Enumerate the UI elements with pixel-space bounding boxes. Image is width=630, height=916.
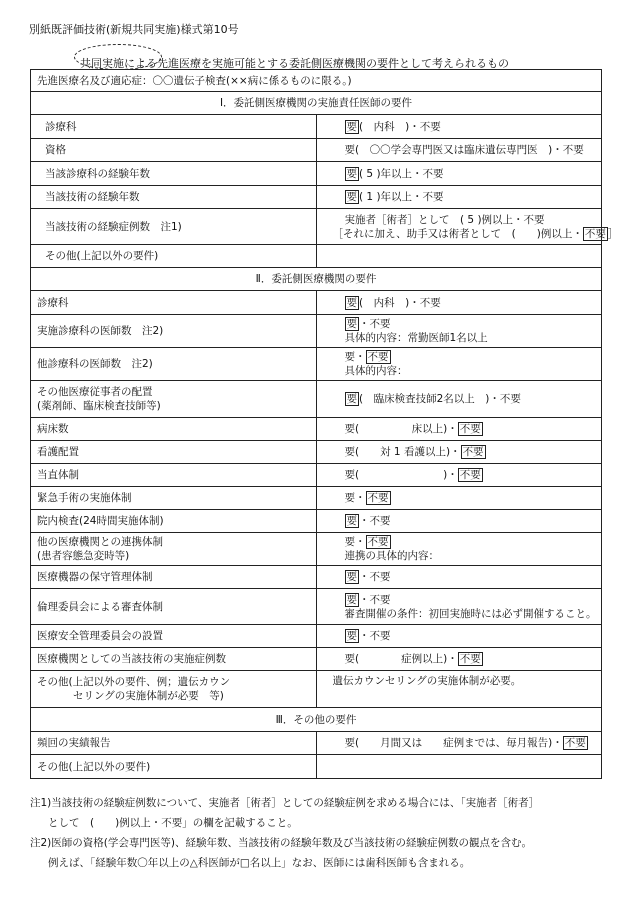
row-value: 要( 症例以上)・ 不要 — [316, 648, 602, 671]
section-1-heading: Ⅰ．委託側医療機関の実施責任医師の要件 — [31, 92, 602, 115]
row-label: 病床数 — [31, 418, 317, 441]
row-label: 診療科 — [31, 115, 317, 139]
row-value: 要( 対 1 看護以上)・ 不要 — [316, 441, 602, 464]
note-1-line-1: 注1)当該技術の経験症例数について、実施者［術者］としての経験症例を求める場合には、「実施者［術者］ — [30, 797, 540, 809]
selected-option: 不要 — [367, 492, 389, 504]
table-row — [31, 315, 602, 348]
row-label: 院内検査(24時間実施体制) — [31, 510, 317, 533]
row-label: 頻回の実績報告 — [31, 732, 317, 755]
table-row — [31, 418, 602, 441]
row-value: 要 ( 内科 )・不要 — [316, 115, 602, 139]
row-value: 要 ( 臨床検査技師2名以上 )・不要 — [316, 381, 602, 418]
row-label: その他医療従事者の配置 (薬剤師、臨床検査技師等) — [31, 381, 317, 418]
row-value: 要 ・不要 具体的内容：常勤医師1名以上 — [316, 315, 602, 348]
table-row — [31, 186, 602, 209]
row-label: 緊急手術の実施体制 — [31, 487, 317, 510]
table-row — [31, 464, 602, 487]
table-row — [31, 209, 602, 245]
row-value: 要 ( 内科 )・不要 — [316, 291, 602, 315]
row-label: その他(上記以外の要件、例；遺伝カウン セリングの実施体制が必要 等) — [31, 671, 317, 708]
row-value: 実施者［術者］として ( 5 )例以上・不要 ［それに加え、助手又は術者として ( )例以上・ 不要 ］ — [316, 209, 602, 245]
row-label: 診療科 — [31, 291, 317, 315]
table-row — [31, 566, 602, 589]
tech-name-row: 先進医療名及び適応症：〇〇遺伝子検査(××病に係るものに限る。) — [31, 70, 602, 92]
selected-option: 要 — [346, 571, 357, 583]
row-value: 要( 床以上)・ 不要 — [316, 418, 602, 441]
selected-option: 要 — [346, 593, 357, 606]
row-label: 看護配置 — [31, 441, 317, 464]
table-row — [31, 625, 602, 648]
table-row — [31, 648, 602, 671]
requirements-table — [30, 69, 619, 779]
table-row — [31, 381, 602, 418]
selected-option: 要 — [346, 318, 357, 330]
selected-option: 不要 — [564, 737, 586, 749]
table-row — [31, 533, 602, 566]
row-label: 当該診療科の経験年数 — [31, 162, 317, 186]
row-value: 遺伝カウンセリングの実施体制が必要。 — [316, 671, 602, 708]
row-label: 医療機関としての当該技術の実施症例数 — [31, 648, 317, 671]
form-subtitle: 共同実施による先進医療を実施可能とする委託側医療機関の要件として考えられるもの — [80, 57, 509, 70]
table-row — [31, 755, 602, 779]
selected-option: 要 — [346, 515, 357, 527]
row-value — [316, 245, 602, 268]
selected-option: 要 — [346, 393, 357, 405]
row-label: その他(上記以外の要件) — [31, 755, 317, 779]
row-label: 実施診療科の医師数 注2) — [31, 315, 317, 348]
note-2-line-2: 例えば、「経験年数〇年以上の△科医師が□名以上」なお、医師には歯科医師も含まれる。 — [48, 857, 471, 869]
row-value: 要・ 不要 連携の具体的内容： — [316, 533, 602, 566]
row-label: 当該技術の経験症例数 注1) — [31, 209, 317, 245]
row-label: 倫理委員会による審査体制 — [31, 589, 317, 625]
form-header: 別紙既評価技術(新規共同実施)様式第10号 — [29, 23, 239, 36]
row-value: 要 ・不要 — [316, 510, 602, 533]
row-value: 要( 月間又は 症例までは、毎月報告)・ 不要 — [316, 732, 602, 755]
table-row — [31, 441, 602, 464]
row-value: 要 ・不要 審査開催の条件：初回実施時には必ず開催すること。 — [316, 589, 602, 625]
section-2-heading: Ⅱ．委託側医療機関の要件 — [31, 268, 602, 291]
row-label: 当該技術の経験年数 — [31, 186, 317, 209]
note-2-line-1: 注2)医師の資格(学会専門医等)、経験年数、当該技術の経験年数及び当該技術の経験症例数の観点を含む。 — [30, 837, 532, 849]
row-label: 当直体制 — [31, 464, 317, 487]
selected-option: 要 — [346, 191, 357, 203]
row-label: 資格 — [31, 139, 317, 162]
row-label: 医療機器の保守管理体制 — [31, 566, 317, 589]
table-row — [31, 245, 602, 268]
table-row — [31, 671, 602, 708]
row-value — [316, 755, 602, 779]
row-value: 要( )・ 不要 — [316, 464, 602, 487]
table-row — [31, 487, 602, 510]
table-row — [31, 589, 602, 625]
table-row — [31, 291, 602, 315]
table-row — [31, 115, 602, 139]
row-value: 要 ( 1 )年以上・不要 — [316, 186, 602, 209]
selected-option: 要 — [346, 120, 357, 133]
selected-option: 要 — [346, 296, 357, 309]
selected-option: 不要 — [462, 446, 484, 458]
row-value: 要 ( 5 )年以上・不要 — [316, 162, 602, 186]
note-1-line-2: として ( )例以上・不要」の欄を記載すること。 — [48, 817, 298, 829]
selected-option: 要 — [346, 167, 357, 180]
selected-option: 要 — [346, 630, 357, 642]
selected-option: 不要 — [367, 351, 389, 363]
table-row — [31, 139, 602, 162]
table-row — [31, 162, 602, 186]
row-value: 要( 〇〇学会専門医又は臨床遺伝専門医 )・不要 — [316, 139, 602, 162]
selected-option: 不要 — [459, 653, 481, 665]
row-label: 他診療科の医師数 注2) — [31, 348, 317, 381]
row-label: 他の医療機関との連携体制 (患者容態急変時等) — [31, 533, 317, 566]
section-3-heading: Ⅲ．その他の要件 — [31, 708, 602, 732]
selected-option: 不要 — [459, 469, 481, 481]
selected-option: 不要 — [584, 227, 606, 240]
row-value: 要 ・不要 — [316, 566, 602, 589]
table-row — [31, 732, 602, 755]
row-label: 医療安全管理委員会の設置 — [31, 625, 317, 648]
row-label: その他(上記以外の要件) — [31, 245, 317, 268]
row-value: 要・ 不要 — [316, 487, 602, 510]
table-row — [31, 510, 602, 533]
row-value: 要 ・不要 — [316, 625, 602, 648]
table-row — [31, 348, 602, 381]
row-value: 要・ 不要 具体的内容： — [316, 348, 602, 381]
selected-option: 不要 — [367, 536, 389, 548]
selected-option: 不要 — [459, 423, 481, 435]
